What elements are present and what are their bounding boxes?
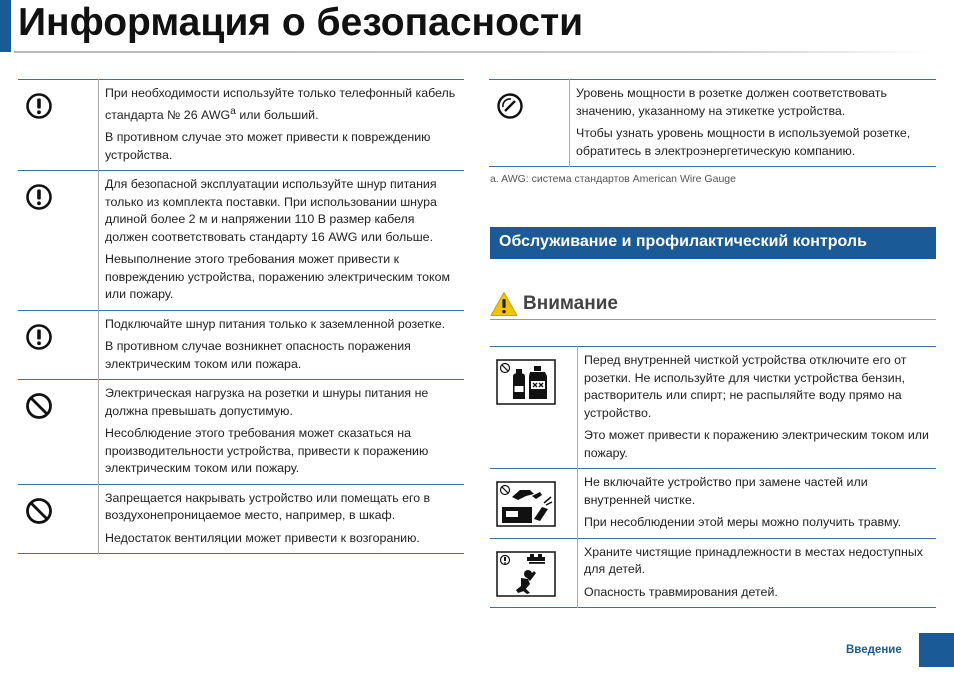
safety-text: Электрическая нагрузка на розетки и шнуры питания не должна превышать допустимую. bbox=[105, 386, 429, 418]
safety-consequence: В противном случае возникнет опасность поражения электрическим током или пожара. bbox=[105, 339, 411, 371]
section-link-introduction[interactable]: Введение bbox=[846, 644, 902, 656]
safety-text: Запрещается накрывать устройство или помещать его в воздухонепроницаемое место, например, в шкаф. bbox=[105, 490, 431, 523]
page-number-tab bbox=[919, 633, 954, 667]
safety-consequence: Невыполнение этого требования может привести к повреждению устройства, поражению электрическим током или пожару. bbox=[105, 252, 450, 302]
table-row bbox=[489, 80, 936, 167]
safety-text: Храните чистящие принадлежности в местах недоступных для детей. bbox=[584, 544, 923, 576]
footnote: a. AWG: система стандартов American Wire Gauge bbox=[490, 173, 736, 185]
warning-triangle-icon bbox=[490, 291, 518, 317]
safety-consequence: Это может привести к поражению электрическим током или пожару. bbox=[584, 428, 929, 460]
safety-consequence: При несоблюдении этой меры можно получить травму. bbox=[584, 515, 902, 529]
safety-consequence: Недостаток вентиляции может привести к возгоранию. bbox=[105, 530, 420, 545]
table-row bbox=[490, 538, 936, 608]
safety-text: Для безопасной эксплуатации используйте шнур питания только из комплекта поставки. При использовании шнура длиной более 2 м и напряжении 110 В размер кабеля должен соответствовать стандарту 16 AWG или больше. bbox=[105, 177, 437, 244]
safety-consequence: Чтобы узнать уровень мощности в используемой розетке, обратитесь в электроэнергетическую компанию. bbox=[576, 126, 911, 158]
safety-text: Не включайте устройство при замене частей или внутренней чистке. bbox=[584, 475, 868, 507]
page-title: Информация о безопасности bbox=[18, 1, 584, 44]
unplug-before-service-icon bbox=[496, 481, 556, 527]
prohibited-icon bbox=[25, 392, 53, 420]
table-row bbox=[490, 469, 936, 539]
safety-table-right bbox=[489, 79, 936, 167]
safety-text: Уровень мощности в розетке должен соответствовать значению, указанному на этикетке устройства. bbox=[576, 86, 887, 118]
no-chemicals-icon bbox=[496, 359, 556, 405]
maintenance-table bbox=[490, 346, 936, 608]
exclamation-circle-icon bbox=[25, 92, 53, 120]
safety-table-left bbox=[18, 79, 464, 554]
table-row bbox=[18, 380, 464, 485]
safety-text: Подключайте шнур питания только к заземленной розетке. bbox=[105, 316, 446, 331]
gauge-icon bbox=[496, 92, 524, 120]
safety-consequence: В противном случае это может привести к повреждению устройства. bbox=[105, 130, 431, 162]
caution-heading bbox=[490, 289, 936, 320]
keep-from-children-icon bbox=[496, 551, 556, 597]
title-accent-bar bbox=[0, 0, 11, 52]
table-row bbox=[18, 484, 464, 554]
footnote-marker: a bbox=[230, 105, 236, 117]
table-row bbox=[18, 171, 464, 311]
table-row bbox=[490, 347, 936, 469]
safety-consequence: Несоблюдение этого требования может сказаться на производительности устройства, привести к поражению электрическим током или пожару. bbox=[105, 426, 429, 476]
exclamation-circle-icon bbox=[25, 323, 53, 351]
table-row bbox=[18, 310, 464, 380]
table-row bbox=[18, 80, 464, 171]
prohibited-icon bbox=[25, 497, 53, 525]
safety-consequence: Опасность травмирования детей. bbox=[584, 584, 778, 599]
title-rule bbox=[14, 51, 934, 53]
section-header: Обслуживание и профилактический контроль bbox=[490, 227, 936, 259]
exclamation-circle-icon bbox=[25, 183, 53, 211]
safety-text: Перед внутренней чисткой устройства отключите его от розетки. Не используйте для чистки устройства бензин, растворитель или спирт; не распыляйте воду прямо на устройство. bbox=[584, 353, 907, 420]
caution-label: Внимание bbox=[523, 293, 618, 314]
safety-text: При необходимости используйте только телефонный кабель стандарта № 26 AWG$^a$ или больший. bbox=[105, 86, 456, 122]
